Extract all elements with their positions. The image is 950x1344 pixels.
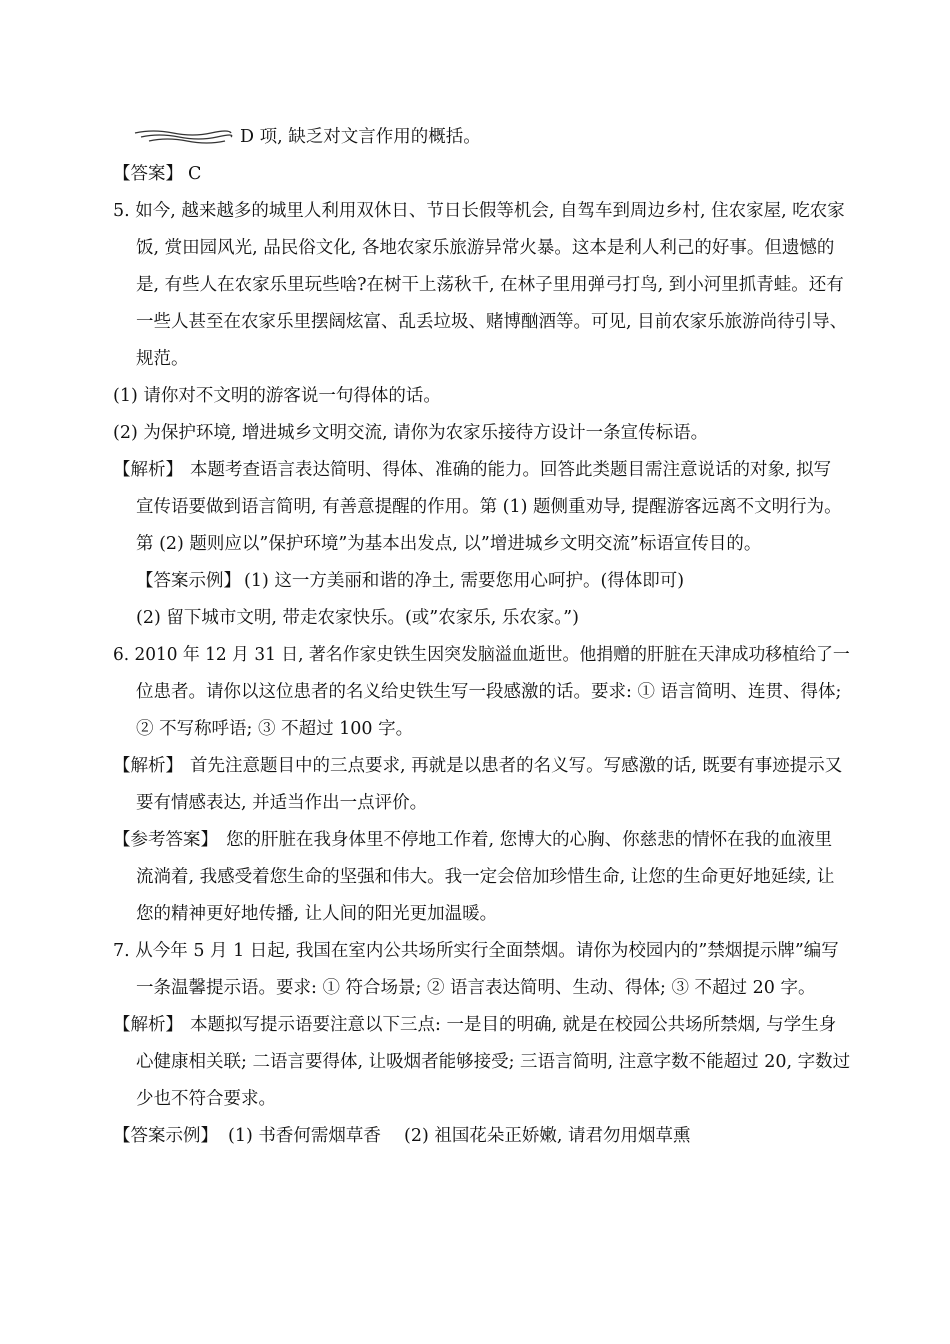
q5-example-1: (1) 这一方美丽和谐的净土, 需要您用心呵护。(得体即可): [244, 571, 685, 591]
q6-answer-label: 【参考答案】: [113, 830, 218, 850]
q5-line-5: 规范。: [136, 349, 189, 369]
q7-analysis-line-2: 心健康相关联; 二语言要得体, 让吸烟者能够接受; 三语言简明, 注意字数不能超过 20, 字数过: [136, 1052, 851, 1072]
q6-answer-line-2: 流淌着, 我感受着您生命的坚强和伟大。我一定会倍加珍惜生命, 让您的生命更好地延续, 让: [136, 867, 835, 887]
answer-label: 【答案】: [113, 164, 183, 184]
q5-analysis-line-3: 第 (2) 题则应以”保护环境”为基本出发点, 以”增进城乡文明交流”标语宣传目的。: [136, 534, 762, 554]
q6-line-1: 6. 2010 年 12 月 31 日, 著名作家史铁生因突发脑溢血逝世。他捐赠的肝脏在天津成功移植给了一: [113, 645, 850, 665]
q5-example-label: 【答案示例】: [136, 571, 241, 591]
q5-line-2: 饭, 赏田园风光, 品民俗文化, 各地农家乐旅游异常火暴。这本是利人利己的好事。但遗憾的: [136, 238, 835, 258]
q5-analysis-label: 【解析】: [113, 460, 183, 480]
q7-analysis-label: 【解析】: [113, 1015, 183, 1035]
q7-line-1: 7. 从今年 5 月 1 日起, 我国在室内公共场所实行全面禁烟。请你为校园内的”禁烟提示牌”编写: [113, 941, 839, 961]
q7-example-label: 【答案示例】: [113, 1126, 218, 1146]
q5-sub-1: (1) 请你对不文明的游客说一句得体的话。: [113, 386, 441, 406]
q6-line-2: 位患者。请你以这位患者的名义给史铁生写一段感激的话。要求: ① 语言简明、连贯、得体;: [136, 682, 842, 702]
q7-example-1: (1) 书香何需烟草香: [228, 1126, 381, 1146]
q6-line-3: ② 不写称呼语; ③ 不超过 100 字。: [136, 719, 414, 739]
q5-line-3: 是, 有些人在农家乐里玩些啥?在树干上荡秋千, 在林子里用弹弓打鸟, 到小河里抓青蛙。还有: [136, 275, 844, 295]
q5-line-1: 5. 如今, 越来越多的城里人利用双休日、节日长假等机会, 自驾车到周边乡村, 住农家屋, 吃农家: [113, 201, 845, 221]
q6-analysis-line-1: 首先注意题目中的三点要求, 再就是以患者的名义写。写感激的话, 既要有事迹提示又: [190, 756, 843, 776]
answer-value: C: [188, 164, 202, 184]
q7-analysis-line-3: 少也不符合要求。: [136, 1089, 276, 1109]
q6-analysis-label: 【解析】: [113, 756, 183, 776]
q5-analysis-line-1: 本题考查语言表达简明、得体、准确的能力。回答此类题目需注意说话的对象, 拟写: [190, 460, 832, 480]
q7-line-2: 一条温馨提示语。要求: ① 符合场景; ② 语言表达简明、生动、得体; ③ 不超过 20 字。: [136, 978, 816, 998]
q5-sub-2: (2) 为保护环境, 增进城乡文明交流, 请你为农家乐接待方设计一条宣传标语。: [113, 423, 709, 443]
q7-example-2: (2) 祖国花朵正娇嫩, 请君勿用烟草熏: [404, 1126, 691, 1146]
q7-analysis-line-1: 本题拟写提示语要注意以下三点: 一是目的明确, 就是在校园公共场所禁烟, 与学生身: [190, 1015, 837, 1035]
q5-example-2: (2) 留下城市文明, 带走农家快乐。(或”农家乐, 乐农家。”): [136, 608, 579, 628]
q6-analysis-line-2: 要有情感表达, 并适当作出一点评价。: [136, 793, 428, 813]
q6-answer-line-3: 您的精神更好地传播, 让人间的阳光更加温暖。: [136, 904, 498, 924]
q5-line-4: 一些人甚至在农家乐里摆阔炫富、乱丢垃圾、赌博酗酒等。可见, 目前农家乐旅游尚待引导、: [136, 312, 848, 332]
wavy-underline-mark: [133, 127, 233, 147]
q6-answer-line-1: 您的肝脏在我身体里不停地工作着, 您博大的心胸、你慈悲的情怀在我的血液里: [226, 830, 833, 850]
intro-line: D 项, 缺乏对文言作用的概括。: [240, 127, 481, 147]
q5-analysis-line-2: 宣传语要做到语言简明, 有善意提醒的作用。第 (1) 题侧重劝导, 提醒游客远离不文明行为。: [136, 497, 842, 517]
